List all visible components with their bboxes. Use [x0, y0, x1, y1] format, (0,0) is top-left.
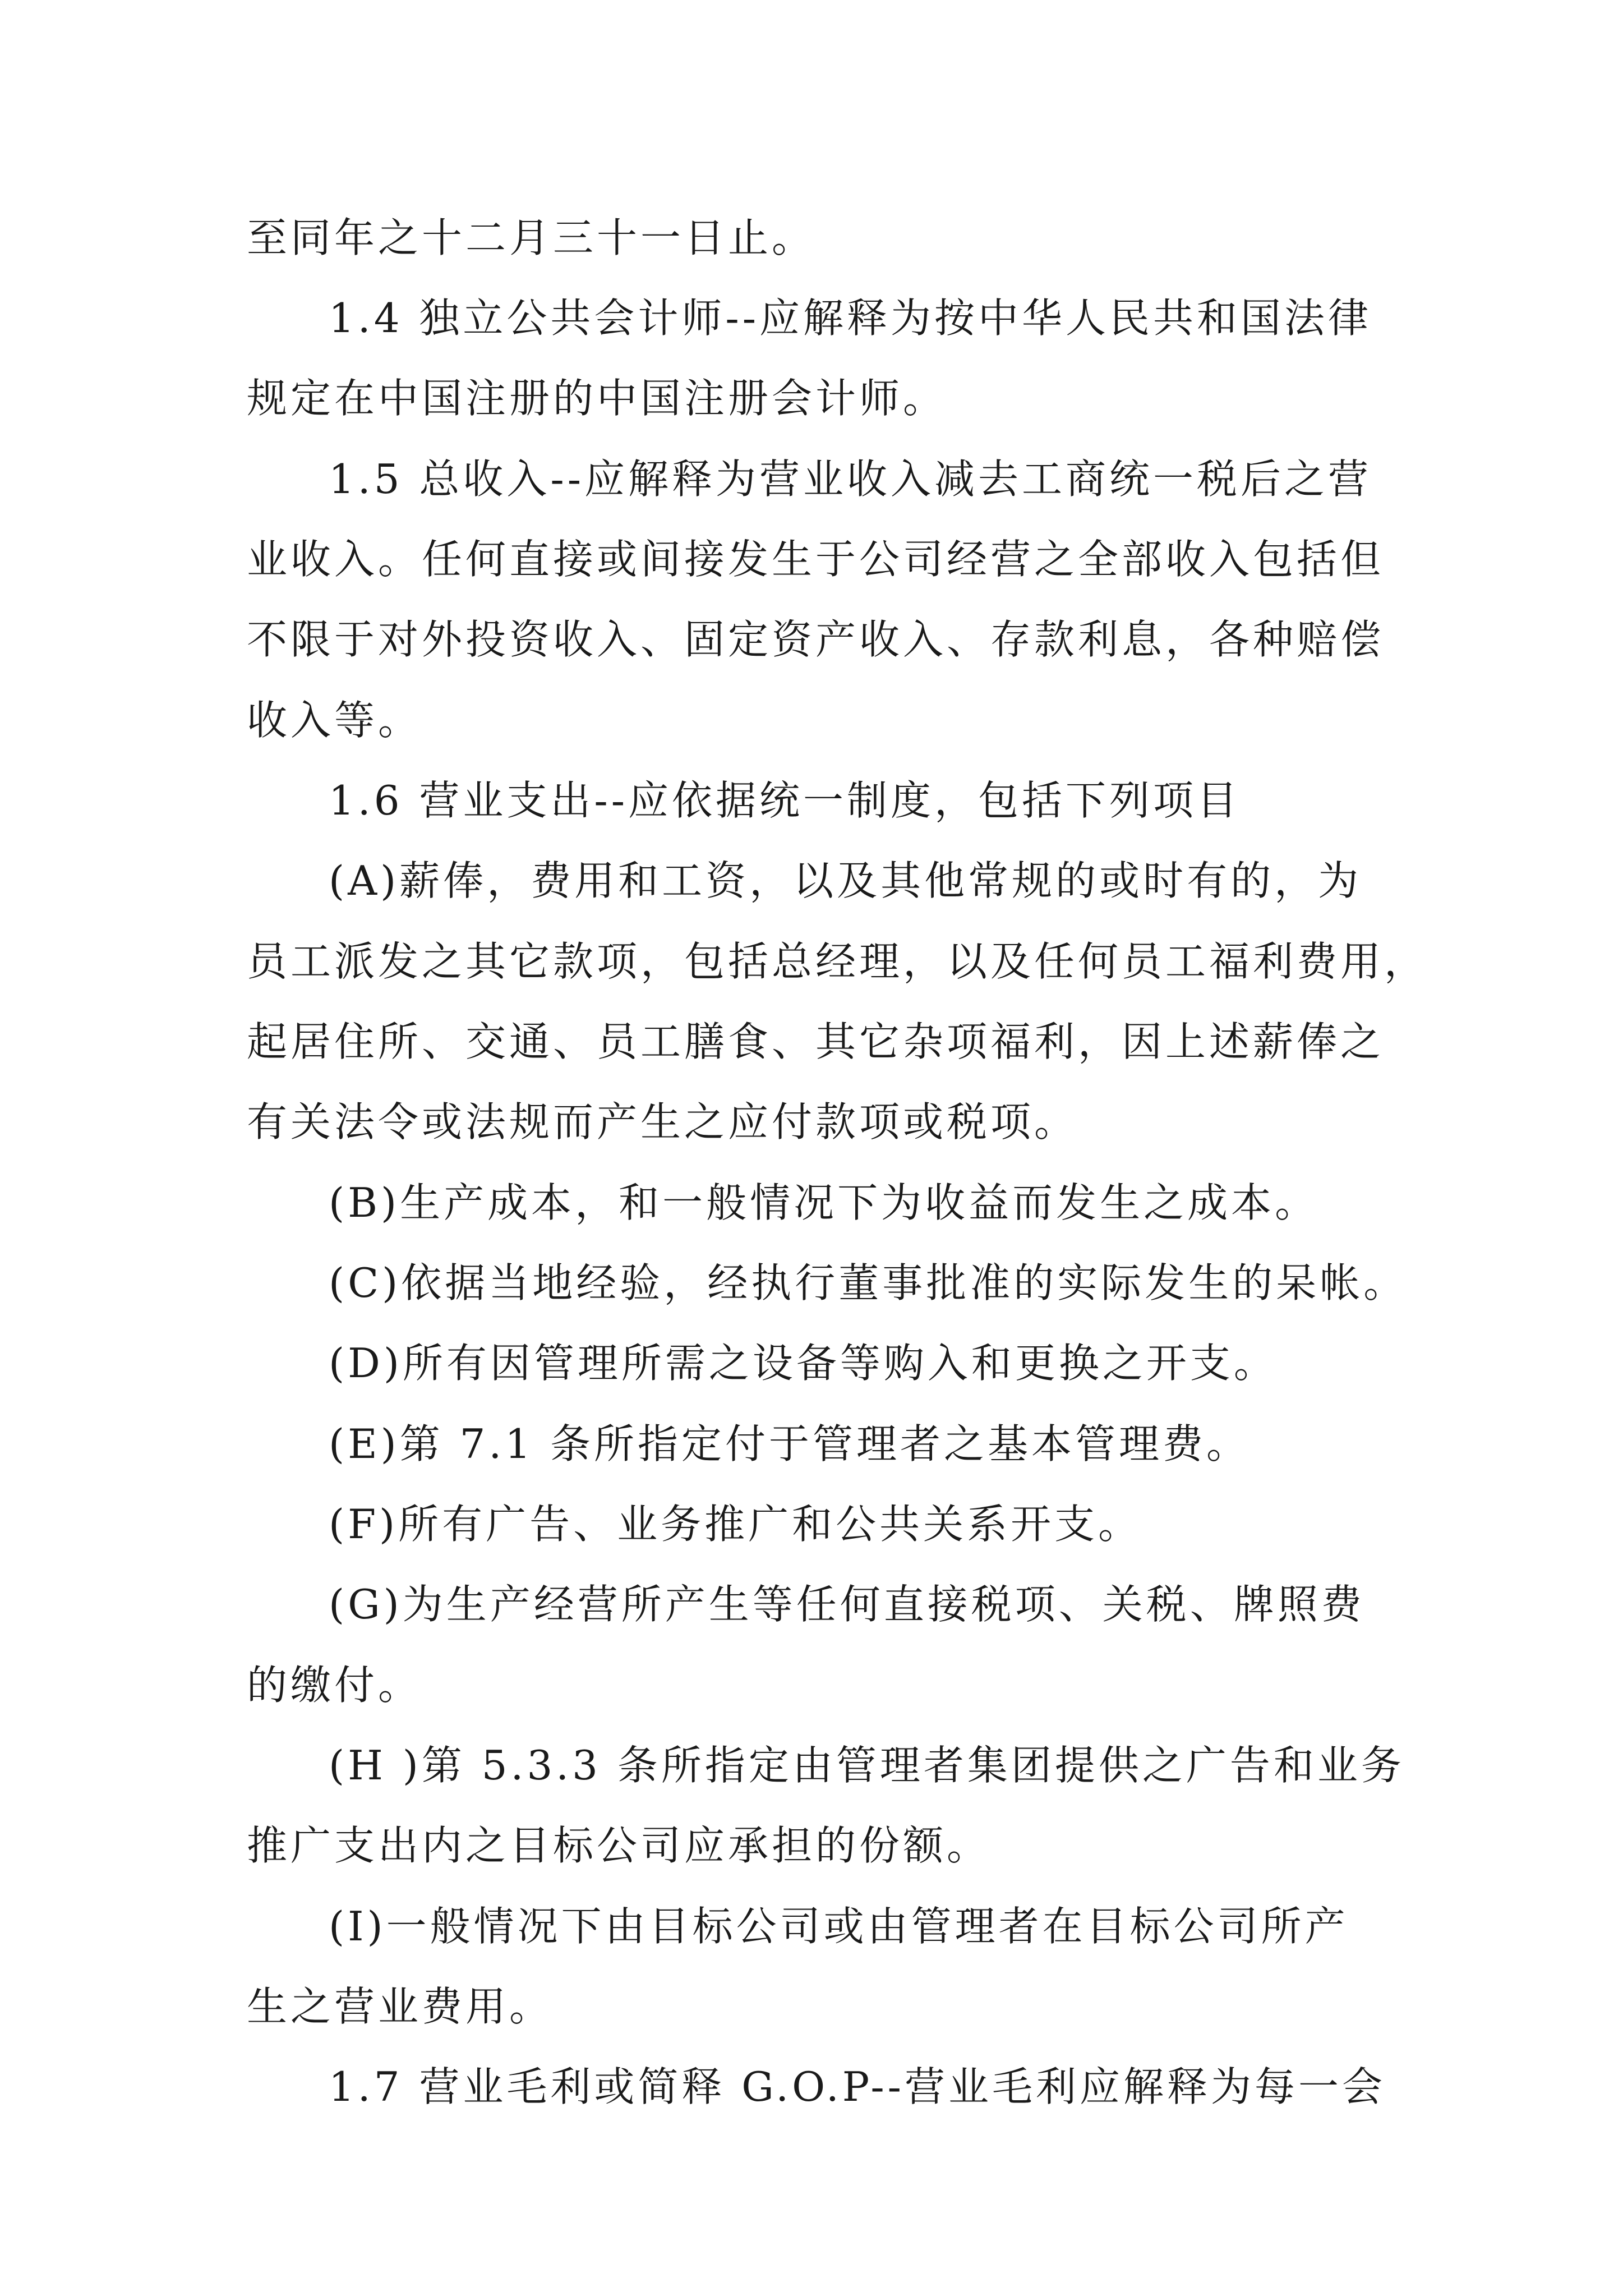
text-line: 有关法令或法规而产生之应付款项或税项。 — [247, 1098, 1078, 1145]
text-line: 1.4 独立公共会计师--应解释为按中华人民共和国法律 — [329, 295, 1372, 342]
text-line: 生之营业费用。 — [247, 1983, 554, 2030]
text-line: (G)为生产经营所产生等任何直接税项、关税、牌照费 — [329, 1581, 1365, 1628]
text-line: 的缴付。 — [247, 1662, 422, 1709]
text-line: 不限于对外投资收入、固定资产收入、存款利息，各种赔偿 — [247, 616, 1385, 663]
text-line: (A)薪俸，费用和工资，以及其他常规的或时有的，为 — [329, 857, 1362, 904]
text-line: (C)依据当地经验，经执行董事批准的实际发生的呆帐。 — [329, 1259, 1408, 1306]
text-line: 起居住所、交通、员工膳食、其它杂项福利，因上述薪俸之 — [247, 1018, 1385, 1065]
text-line: (F)所有广告、业务推广和公共关系开支。 — [329, 1501, 1142, 1548]
text-line: 员工派发之其它款项，包括总经理，以及任何员工福利费用， — [247, 938, 1428, 985]
text-line: (D)所有因管理所需之设备等购入和更换之开支。 — [329, 1340, 1278, 1387]
text-line: 1.5 总收入--应解释为营业收入减去工商统一税后之营 — [329, 455, 1372, 503]
text-line: (I)一般情况下由目标公司或由管理者在目标公司所产 — [329, 1903, 1349, 1950]
text-line: 至同年之十二月三十一日止。 — [247, 214, 816, 261]
text-line: 收入等。 — [247, 697, 422, 744]
text-line: (E)第 7.1 条所指定付于管理者之基本管理费。 — [329, 1420, 1251, 1467]
text-line: 规定在中国注册的中国注册会计师。 — [247, 375, 947, 422]
text-line: 1.7 营业毛利或简释 G.O.P--营业毛利应解释为每一会 — [329, 2063, 1386, 2110]
text-line: 推广支出内之目标公司应承担的份额。 — [247, 1822, 991, 1869]
text-line: 业收入。任何直接或间接发生于公司经营之全部收入包括但 — [247, 536, 1385, 583]
text-line: (B)生产成本，和一般情况下为收益而发生之成本。 — [329, 1179, 1319, 1226]
text-line: (H )第 5.3.3 条所指定由管理者集团提供之广告和业务 — [329, 1742, 1405, 1789]
text-line: 1.6 营业支出--应依据统一制度，包括下列项目 — [329, 777, 1241, 824]
